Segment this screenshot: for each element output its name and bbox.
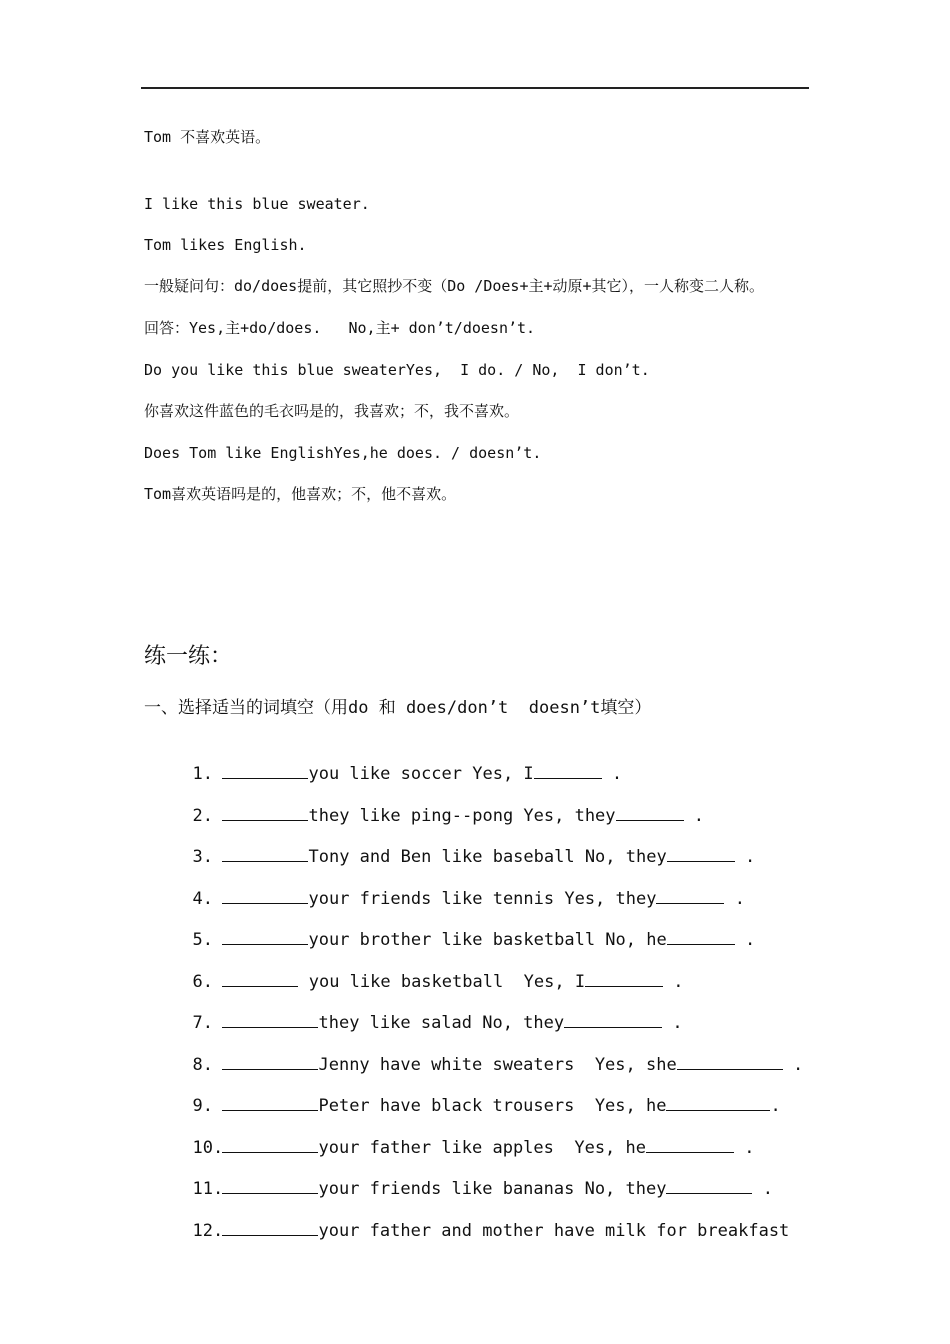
note-line: Do you like this blue sweaterYes, I do. / No, I don’t. <box>144 361 650 379</box>
exercise-end: . <box>782 1055 804 1075</box>
exercise-end: . <box>770 1096 781 1116</box>
answer-blank[interactable] <box>222 803 308 821</box>
exercise-row <box>172 781 704 827</box>
exercise-row <box>172 905 755 951</box>
exercise-row <box>172 1071 781 1117</box>
exercise-end: . <box>601 764 623 784</box>
answer-blank[interactable] <box>222 1010 318 1028</box>
answer-blank[interactable] <box>646 1135 734 1153</box>
answer-blank[interactable] <box>222 886 308 904</box>
exercise-number: 2. <box>192 806 213 826</box>
exercise-text: your friends like bananas No, they <box>318 1179 667 1199</box>
practice-title: 练一练： <box>144 644 233 669</box>
exercise-text: you like basketball Yes, I <box>298 972 586 992</box>
exercise-end: . <box>662 1013 683 1033</box>
answer-blank[interactable] <box>222 969 298 987</box>
answer-blank[interactable] <box>222 1176 318 1194</box>
exercise-text: they like salad No, they <box>318 1013 565 1033</box>
exercise-row <box>172 1113 754 1159</box>
exercise-end: . <box>724 889 745 909</box>
exercise-text: your brother like basketball No, he <box>308 930 667 950</box>
exercise-text: Tony and Ben like baseball No, they <box>308 847 667 867</box>
answer-blank[interactable] <box>534 761 602 779</box>
exercise-text: your friends like tennis Yes, they <box>308 889 657 909</box>
exercise-row <box>172 947 684 993</box>
header-rule <box>141 87 809 89</box>
answer-blank[interactable] <box>666 1176 752 1194</box>
exercise-text: your father like apples Yes, he <box>318 1138 646 1158</box>
answer-blank[interactable] <box>677 1052 783 1070</box>
note-line: I like this blue sweater. <box>144 195 370 213</box>
exercise-number: 3. <box>192 847 213 867</box>
answer-blank[interactable] <box>222 927 308 945</box>
answer-blank[interactable] <box>667 927 735 945</box>
exercise-row <box>172 739 622 785</box>
practice-instruction: 一、选择适当的词填空（用do 和 does/don’t doesn’t填空） <box>144 698 652 718</box>
exercise-text: Peter have black trousers Yes, he <box>318 1096 667 1116</box>
exercise-text: you like soccer Yes, I <box>308 764 534 784</box>
exercise-number: 4. <box>192 889 213 909</box>
exercise-end: . <box>683 806 705 826</box>
exercise-number: 10. <box>192 1138 224 1158</box>
answer-blank[interactable] <box>667 844 735 862</box>
exercise-row <box>172 1196 789 1242</box>
note-line: 一般疑问句：do/does提前，其它照抄不变（Do /Does+主+动原+其它），一人称变二人称。 <box>144 277 765 295</box>
exercise-number: 6. <box>192 972 213 992</box>
exercise-text: Jenny have white sweaters Yes, she <box>318 1055 677 1075</box>
answer-blank[interactable] <box>222 1135 318 1153</box>
answer-blank[interactable] <box>222 1093 318 1111</box>
exercise-number: 12. <box>192 1221 224 1241</box>
note-line: Tom喜欢英语吗是的，他喜欢；不，他不喜欢。 <box>144 485 457 503</box>
answer-blank[interactable] <box>616 803 684 821</box>
exercise-end: . <box>734 847 756 867</box>
exercise-number: 8. <box>192 1055 213 1075</box>
exercise-number: 7. <box>192 1013 213 1033</box>
exercise-end: . <box>734 930 756 950</box>
exercise-end: . <box>734 1138 755 1158</box>
exercise-number: 9. <box>192 1096 213 1116</box>
note-line: Tom 不喜欢英语。 <box>144 128 271 146</box>
answer-blank[interactable] <box>656 886 724 904</box>
exercise-row <box>172 864 745 910</box>
exercise-number: 5. <box>192 930 213 950</box>
answer-blank[interactable] <box>585 969 663 987</box>
exercise-row <box>172 1154 773 1200</box>
answer-blank[interactable] <box>564 1010 662 1028</box>
answer-blank[interactable] <box>222 1052 318 1070</box>
note-line: Tom likes English. <box>144 236 307 254</box>
answer-blank[interactable] <box>222 761 308 779</box>
note-line: Does Tom like EnglishYes,he does. / doesn’t. <box>144 444 542 462</box>
note-line: 回答：Yes,主+do/does. No,主+ don’t/doesn’t. <box>144 319 536 337</box>
exercise-end: . <box>663 972 684 992</box>
exercise-text: they like ping--pong Yes, they <box>308 806 616 826</box>
exercise-text: your father and mother have milk for breakfast <box>318 1221 790 1241</box>
exercise-end: . <box>752 1179 773 1199</box>
exercise-row <box>172 988 683 1034</box>
answer-blank[interactable] <box>222 844 308 862</box>
exercise-row <box>172 1030 803 1076</box>
exercise-row <box>172 822 755 868</box>
note-line: 你喜欢这件蓝色的毛衣吗是的，我喜欢；不，我不喜欢。 <box>144 402 520 420</box>
exercise-number: 11. <box>192 1179 224 1199</box>
answer-blank[interactable] <box>666 1093 770 1111</box>
answer-blank[interactable] <box>222 1218 318 1236</box>
exercise-number: 1. <box>192 764 213 784</box>
